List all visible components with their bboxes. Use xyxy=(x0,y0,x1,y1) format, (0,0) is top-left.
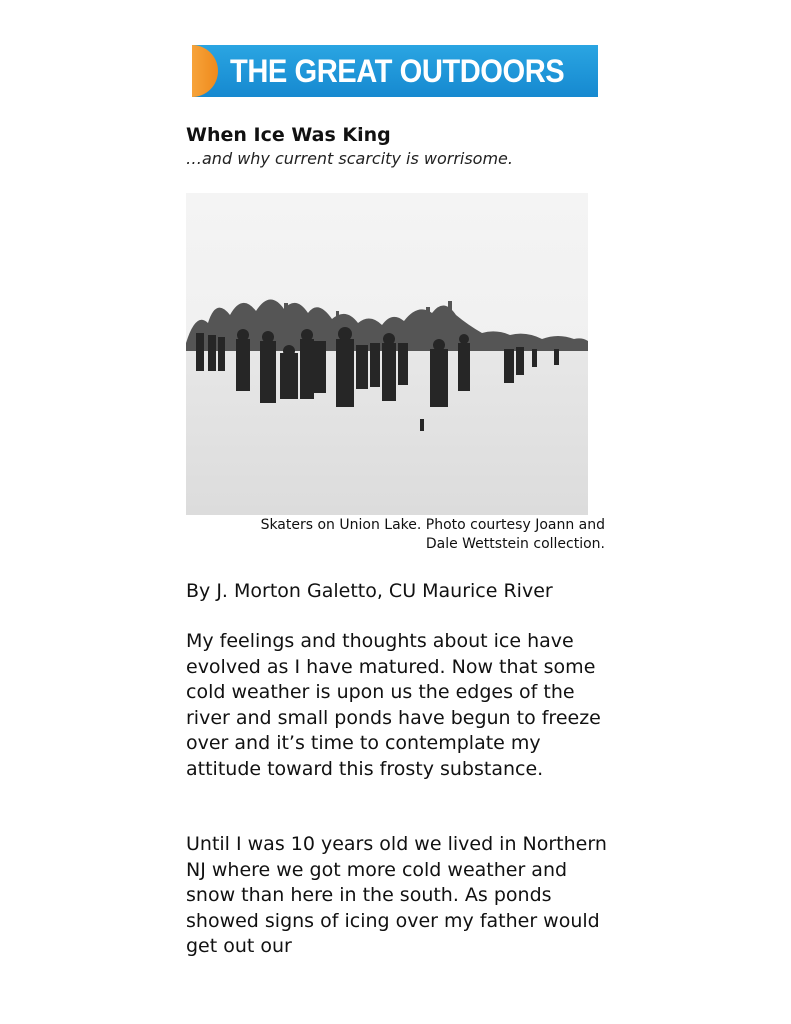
photo-caption-line2: Dale Wettstein collection. xyxy=(425,536,605,552)
section-banner xyxy=(192,45,598,97)
article-paragraph: Until I was 10 years old we lived in Northern NJ where we got more cold weather and snow than here in the south. As ponds showed signs of icing over my father would get out our xyxy=(186,833,607,957)
article-byline: By J. Morton Galetto, CU Maurice River xyxy=(186,580,553,602)
article-paragraph: My feelings and thoughts about ice have evolved as I have matured. Now that some cold weather is upon us the edges of the river and small ponds have begun to freeze over and it’s time to contemplate my attitude toward this frosty substance. xyxy=(186,630,601,780)
article-title: When Ice Was King xyxy=(186,124,391,146)
banner-orange-tab xyxy=(192,45,218,97)
banner-title: THE GREAT OUTDOORS xyxy=(230,53,565,89)
article-photo xyxy=(186,193,588,515)
photo-caption xyxy=(186,516,605,554)
photo-caption-line1: Skaters on Union Lake. Photo courtesy Joann and xyxy=(260,517,605,533)
article-subtitle: …and why current scarcity is worrisome. xyxy=(186,149,513,168)
skaters-photo-illustration xyxy=(186,193,588,515)
